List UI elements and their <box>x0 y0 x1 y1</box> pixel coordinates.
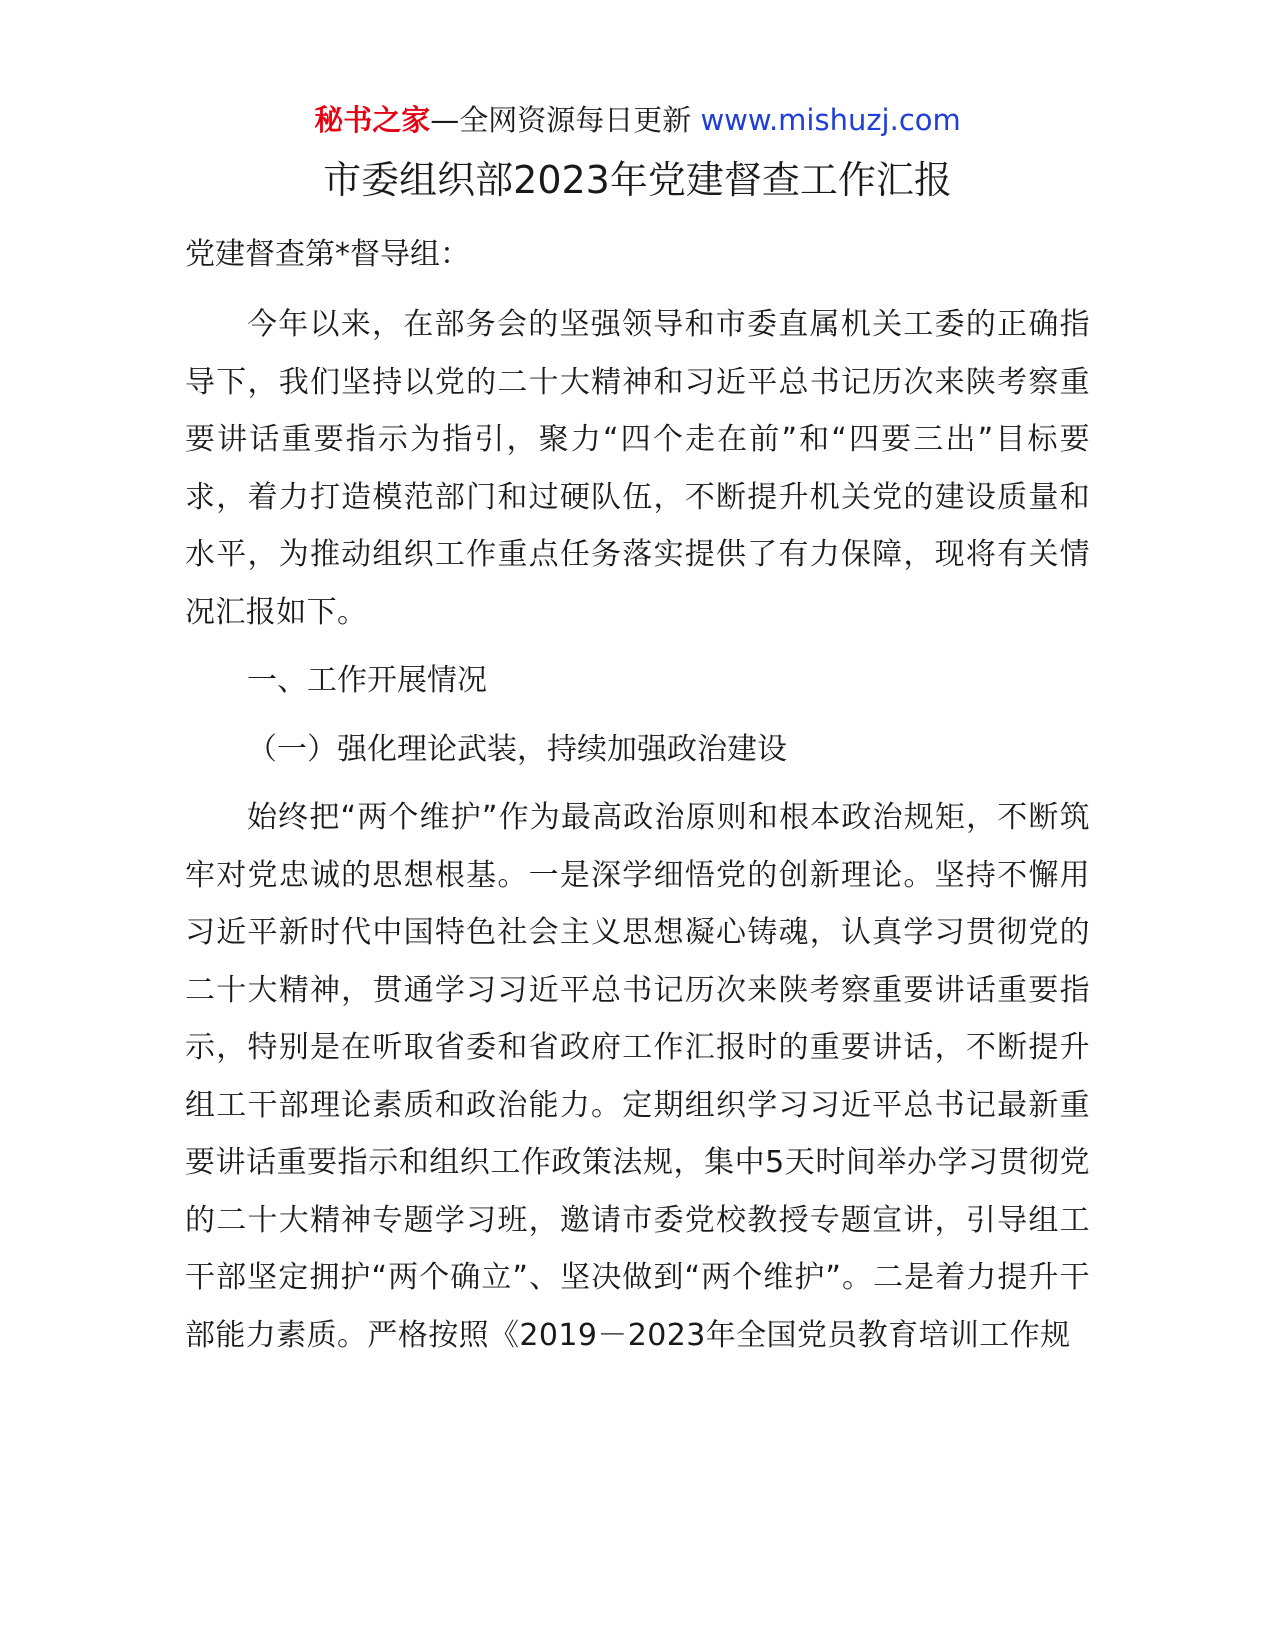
body-paragraph-1: 始终把“两个维护”作为最高政治原则和根本政治规矩，不断筑牢对党忠诚的思想根基。一是深学细悟党的创新理论。坚持不懈用习近平新时代中国特色社会主义思想凝心铸魂，认真学习贯彻党的二十大精神，贯通学习习近平总书记历次来陕考察重要讲话重要指示，特别是在听取省委和省政府工作汇报时的重要讲话，不断提升组工干部理论素质和政治能力。定期组织学习习近平总书记最新重要讲话重要指示和组织工作政策法规，集中5天时间举办学习贯彻党的二十大精神专题学习班，邀请市委党校教授专题宣讲，引导组工干部坚定拥护“两个确立”、坚决做到“两个维护”。二是着力提升干部能力素质。严格按照《2019－2023年全国党员教育培训工作规 <box>185 800 1090 1353</box>
section-heading-1: 一、工作开展情况 <box>247 663 487 698</box>
document-title: 市委组织部2023年党建督查工作汇报 <box>323 158 952 202</box>
intro-paragraph: 今年以来，在部务会的坚强领导和市委直属机关工委的正确指导下，我们坚持以党的二十大精神和习近平总书记历次来陕考察重要讲话重要指示为指引，聚力“四个走在前”和“四要三出”目标要求，着力打造模范部门和过硬队伍，不断提升机关党的建设质量和水平，为推动组织工作重点任务落实提供了有力保障，现将有关情况汇报如下。 <box>185 307 1090 630</box>
header-tagline: —全网资源每日更新 <box>430 103 701 137</box>
brand-name: 秘书之家 <box>314 103 431 137</box>
subsection-heading-1: （一）强化理论武装，持续加强政治建设 <box>247 731 787 767</box>
addressee-line: 党建督查第*督导组： <box>185 237 470 272</box>
site-url-link[interactable]: www.mishuzj.com <box>700 103 961 137</box>
watermark-header <box>0 100 1275 140</box>
document-body <box>185 296 1090 1364</box>
